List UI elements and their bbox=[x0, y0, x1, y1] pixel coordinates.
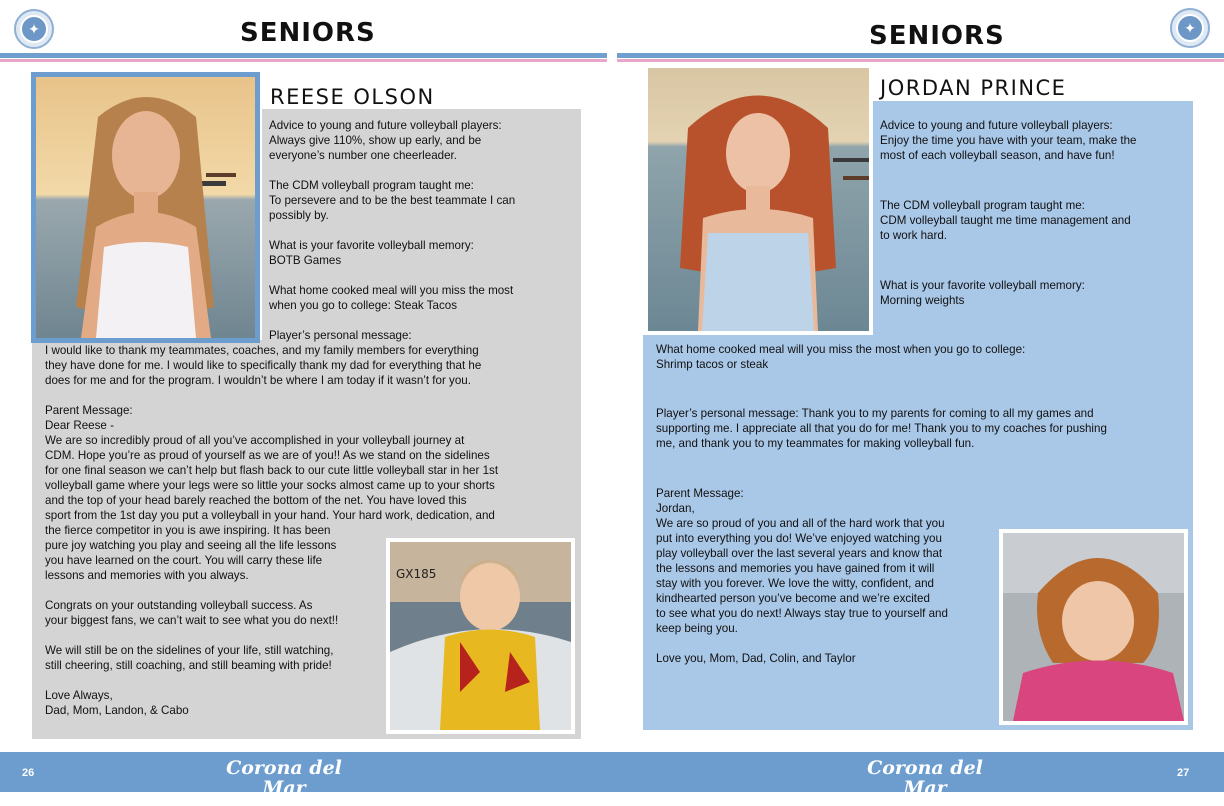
team-seal-icon-right bbox=[1170, 8, 1210, 48]
seal-emblem-icon: ✦ bbox=[20, 15, 48, 43]
childhood-photo-right bbox=[999, 529, 1188, 725]
header-stripe-pink-right bbox=[617, 59, 1224, 62]
brand-logo-script: Corona del Mar bbox=[867, 757, 983, 799]
page-title-right: SENIORS bbox=[869, 21, 1005, 51]
brand-logo-subtitle: VOLLEYBALL bbox=[880, 799, 970, 805]
program-taught-text-left: The CDM volleyball program taught me: To persevere and to be the best teammate I can possibly by. bbox=[269, 179, 516, 222]
senior-portrait-photo-right bbox=[644, 64, 873, 335]
page-number-right: 27 bbox=[1177, 767, 1190, 779]
personal-message-label-left: Player’s personal message: bbox=[269, 329, 412, 342]
favorite-memory-text-right: What is your favorite volleyball memory: Morning weights bbox=[880, 279, 1085, 307]
advice-text-right: Advice to young and future volleyball players: Enjoy the time you have with your team, make the most of each volleyball season, and have fun! bbox=[880, 119, 1137, 162]
seal-emblem-icon: ✦ bbox=[1176, 14, 1204, 42]
header-stripe-pink-left bbox=[0, 59, 607, 62]
page-number-left: 26 bbox=[22, 767, 35, 779]
footer-brand-right bbox=[855, 758, 995, 806]
favorite-memory-text-left: What is your favorite volleyball memory: BOTB Games bbox=[269, 239, 474, 267]
footer-brand-left bbox=[214, 758, 354, 806]
senior-name-right: JORDAN PRINCE bbox=[880, 76, 1067, 100]
header-stripe-left bbox=[0, 53, 607, 58]
team-seal-icon-left bbox=[14, 9, 54, 49]
personal-message-text-right: Player’s personal message: Thank you to my parents for coming to all my games and supporting me. I appreciate all that you do for me! Thank you to my coaches for pushing me, and thank you to my teammates for making volleyball fun. bbox=[656, 407, 1107, 450]
program-taught-text-right: The CDM volleyball program taught me: CDM volleyball taught me time management and to work hard. bbox=[880, 199, 1131, 242]
brand-logo-script: Corona del Mar bbox=[226, 757, 342, 799]
senior-name-left: REESE OLSON bbox=[270, 85, 435, 109]
advice-text-left: Advice to young and future volleyball players: Always give 110%, show up early, and be everyone’s number one cheerleader. bbox=[269, 119, 502, 162]
parent-message-continued-left: pure joy watching you play and seeing all the life lessons you have learned on the court. You will carry these life lessons and memories with you always. Congrats on your outstanding volleyball success. As your biggest fans, we can’t wait to see what you do next!! We will still be on the sidelines of your life, still watching, still cheering, still coaching, and still beaming with pride! Love Always, Dad, Mom, Landon, & Cabo bbox=[45, 539, 339, 717]
home-meal-text-right: What home cooked meal will you miss the most when you go to college: Shrimp tacos or steak bbox=[656, 343, 1026, 371]
header-stripe-right bbox=[617, 53, 1224, 58]
brand-logo-subtitle: VOLLEYBALL bbox=[239, 799, 329, 805]
personal-message-text-left: I would like to thank my teammates, coaches, and my family members for everything they have done for me. I would like to specifically thank my dad for everything that he does for me and for the program. I wouldn’t be where I am today if it wasn’t for you. bbox=[45, 344, 482, 387]
home-meal-text-left: What home cooked meal will you miss the most when you go to college: Steak Tacos bbox=[269, 284, 514, 312]
parent-message-text-right: Parent Message: Jordan, We are so proud of you and all of the hard work that you put into everything you do! We’ve enjoyed watching you play volleyball over the last several years and know that the lessons and memories you have gained from it will stay with you forever. We love the witty, confident, and kindhearted person you’ve become and we’re excited to see what you do next! Always stay true to yourself and keep being you. Love you, Mom, Dad, Colin, and Taylor bbox=[656, 487, 948, 665]
boat-registration-text: GX185 bbox=[396, 567, 437, 581]
footer-bar bbox=[0, 752, 1224, 792]
childhood-photo-left bbox=[386, 538, 575, 734]
senior-portrait-photo-left bbox=[31, 72, 260, 343]
page-title-left: SENIORS bbox=[240, 18, 376, 48]
parent-message-text-left: Parent Message: Dear Reese - We are so incredibly proud of all you’ve accomplished in your volleyball journey at CDM. Hope you’re as proud of yourself as we are of you!! As we stand on the sidelines for one final season we can’t help but flash back to our cute little volleyball star in her 1st volleyball game where your legs were so little your socks almost came up to your shorts and the top of your head barely reached the bottom of the net. You have loved this sport from the 1st day you put a volleyball in your hand. Your hard work, dedication, and the fierce competitor in you is awe inspiring. It has been bbox=[45, 404, 499, 537]
